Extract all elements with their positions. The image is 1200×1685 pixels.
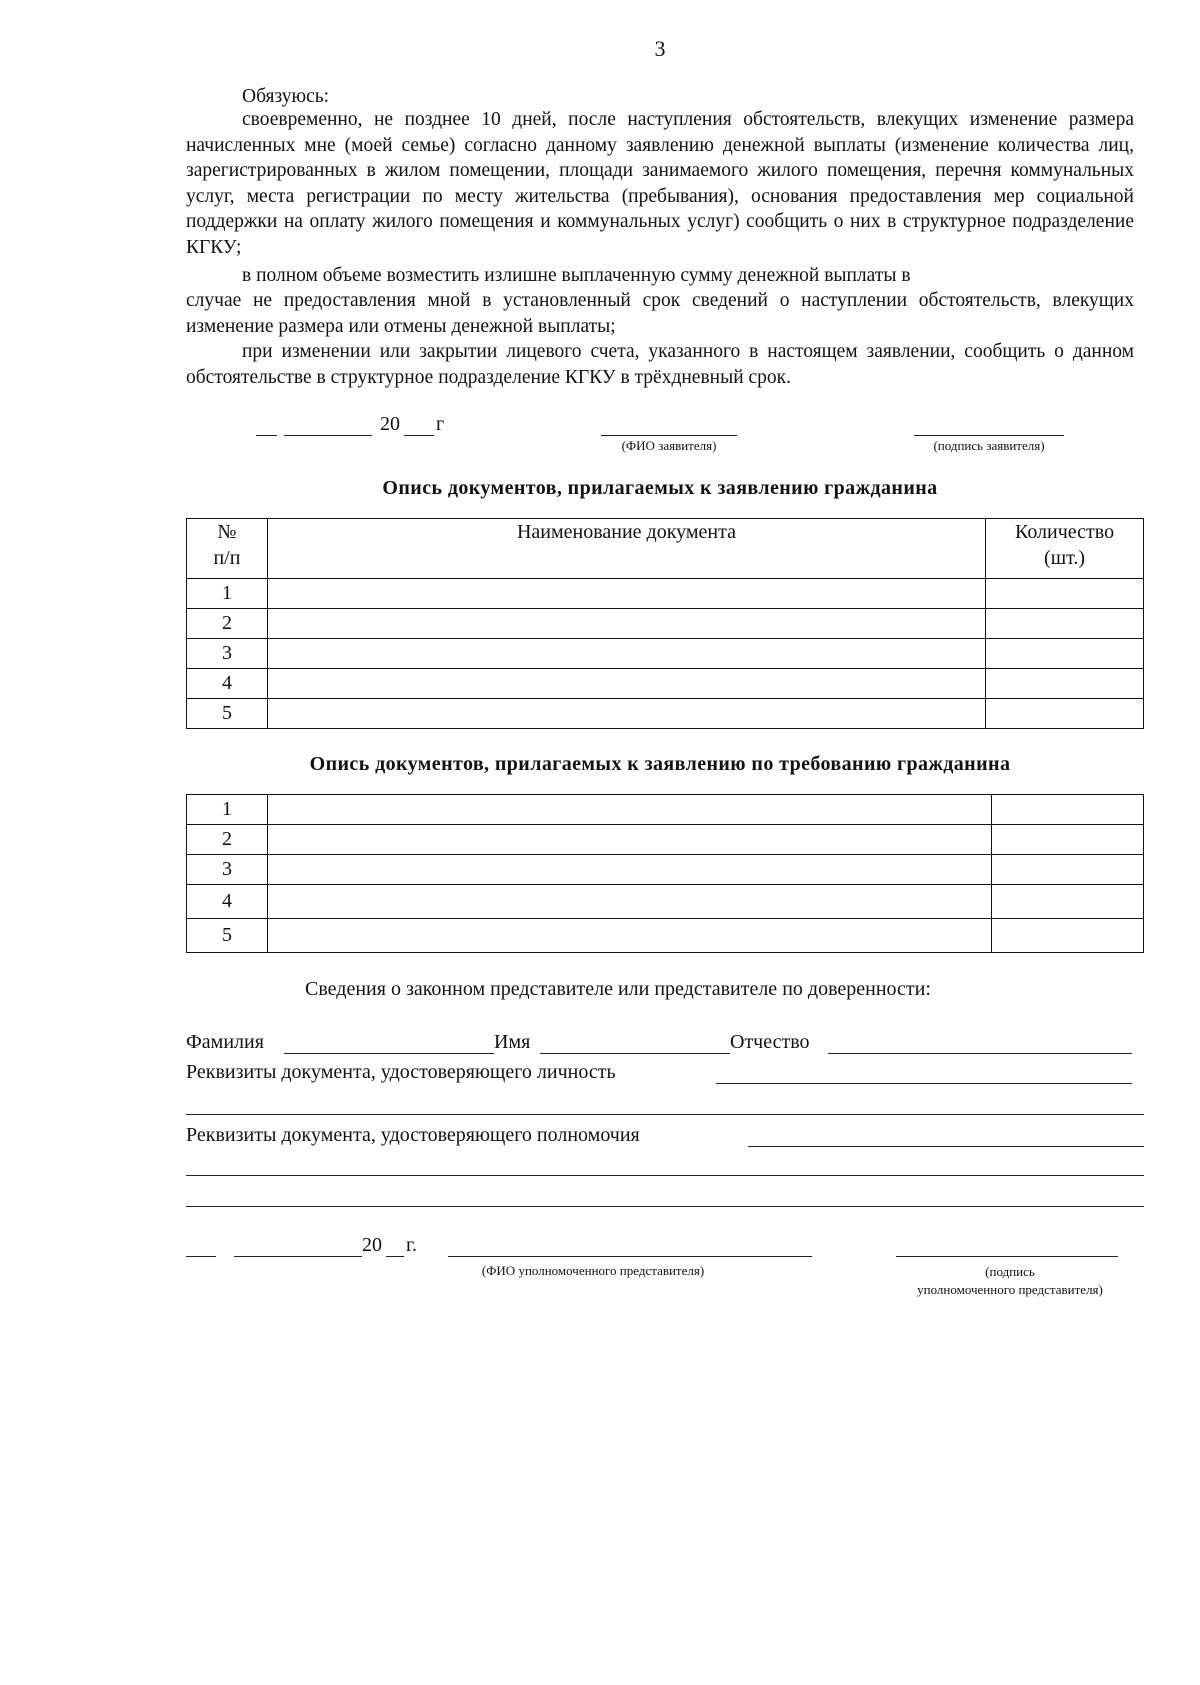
row-number: 1 <box>187 795 268 825</box>
year-suffix: г <box>436 413 445 435</box>
obligation-paragraph-2-first-line: в полном объеме возместить излишне выплаченную сумму денежной выплаты в <box>242 265 911 286</box>
document-name-cell[interactable] <box>267 639 985 669</box>
document-name-cell[interactable] <box>267 825 991 855</box>
quantity-cell[interactable] <box>986 669 1144 699</box>
authority-document-label: Реквизиты документа, удостоверяющего полномочия <box>186 1124 640 1146</box>
document-name-cell[interactable] <box>267 669 985 699</box>
representative-fio-line[interactable] <box>448 1256 812 1257</box>
name-label: Имя <box>494 1031 531 1053</box>
representative-signature-caption: (подпись уполномоченного представителя) <box>917 1264 1103 1297</box>
obligation-paragraph-3: при изменении или закрытии лицевого счета, указанного в настоящем заявлении, сообщить о данном обстоятельстве в структурное подразделение КГКУ в трёхдневный срок. <box>186 341 1134 388</box>
row-number: 5 <box>187 919 268 953</box>
table-row <box>187 669 1144 699</box>
obligations-heading: Обязуюсь: <box>242 86 330 107</box>
quantity-cell[interactable] <box>992 885 1144 919</box>
row-number: 3 <box>187 855 268 885</box>
identity-document-label: Реквизиты документа, удостоверяющего личность <box>186 1061 616 1083</box>
applicant-signature-line[interactable] <box>914 435 1064 436</box>
representative-signature-line[interactable] <box>896 1256 1118 1257</box>
table-row <box>187 579 1144 609</box>
year-prefix: 20 <box>380 413 400 435</box>
table-row <box>187 919 1144 953</box>
table-row <box>187 639 1144 669</box>
year-prefix: 20 <box>362 1234 382 1256</box>
document-name-cell[interactable] <box>267 699 985 729</box>
quantity-cell[interactable] <box>992 855 1144 885</box>
authority-document-field[interactable] <box>748 1146 1144 1147</box>
table1-title: Опись документов, прилагаемых к заявлению гражданина <box>382 477 938 499</box>
table2-title: Опись документов, прилагаемых к заявлению по требованию гражданина <box>309 753 1011 775</box>
patronymic-field[interactable] <box>828 1053 1132 1054</box>
patronymic-label: Отчество <box>730 1031 810 1053</box>
representative-fio-caption: (ФИО уполномоченного представителя) <box>481 1263 705 1278</box>
quantity-cell[interactable] <box>986 579 1144 609</box>
row-number: 5 <box>187 699 268 729</box>
table1-header-row <box>187 519 1144 579</box>
row-number: 1 <box>187 579 268 609</box>
document-name-cell[interactable] <box>267 579 985 609</box>
row-number: 4 <box>187 669 268 699</box>
documents-table-on-request <box>186 794 1144 953</box>
authority-document-field-line-3[interactable] <box>186 1206 1144 1207</box>
quantity-cell[interactable] <box>992 795 1144 825</box>
document-name-cell[interactable] <box>267 795 991 825</box>
documents-table-citizen <box>186 518 1144 729</box>
table-row <box>187 855 1144 885</box>
identity-document-field[interactable] <box>716 1083 1132 1084</box>
table-row <box>187 609 1144 639</box>
surname-field[interactable] <box>284 1053 494 1054</box>
document-name-cell[interactable] <box>267 609 985 639</box>
obligation-paragraph-1: своевременно, не позднее 10 дней, после наступления обстоятельств, влекущих изменение размера начисленных мне (моей семье) согласно данному заявлению денежной выплаты (изменение количества лиц, зарегистрированных в жилом помещении, площади занимаемого жилого помещения, перечня коммунальных услуг, места регистрации по месту жительства (пребывания), основания предоставления мер социальной поддержки на оплату жилого помещения и коммунальных услуг) сообщить о них в структурное подразделение КГКУ; <box>186 109 1134 258</box>
col-document-name-header: Наименование документа <box>267 519 985 579</box>
quantity-cell[interactable] <box>986 699 1144 729</box>
year-suffix: г. <box>406 1234 417 1256</box>
document-name-cell[interactable] <box>267 919 991 953</box>
quantity-cell[interactable] <box>986 639 1144 669</box>
quantity-cell[interactable] <box>992 919 1144 953</box>
col-number-header: № п/п <box>187 519 268 579</box>
authority-document-field-line-2[interactable] <box>186 1175 1144 1176</box>
document-name-cell[interactable] <box>267 885 991 919</box>
applicant-signature-caption: (подпись заявителя) <box>933 438 1045 453</box>
table-row <box>187 795 1144 825</box>
row-number: 2 <box>187 825 268 855</box>
representative-title: Сведения о законном представителе или представителе по доверенности: <box>305 978 931 1000</box>
surname-label: Фамилия <box>186 1031 264 1053</box>
applicant-fio-caption: (ФИО заявителя) <box>621 438 717 453</box>
document-name-cell[interactable] <box>267 855 991 885</box>
quantity-cell[interactable] <box>992 825 1144 855</box>
row-number: 2 <box>187 609 268 639</box>
applicant-fio-line[interactable] <box>601 435 737 436</box>
row-number: 3 <box>187 639 268 669</box>
name-field[interactable] <box>540 1053 730 1054</box>
table-row <box>187 699 1144 729</box>
row-number: 4 <box>187 885 268 919</box>
quantity-cell[interactable] <box>986 609 1144 639</box>
obligation-paragraph-2: случае не предоставления мной в установленный срок сведений о наступлении обстоятельств, влекущих изменение размера или отмены денежной выплаты; <box>186 290 1134 337</box>
page-number: 3 <box>654 36 666 61</box>
col-quantity-header: Количество (шт.) <box>986 519 1144 579</box>
table-row <box>187 885 1144 919</box>
identity-document-field-line-2[interactable] <box>186 1114 1144 1115</box>
table-row <box>187 825 1144 855</box>
